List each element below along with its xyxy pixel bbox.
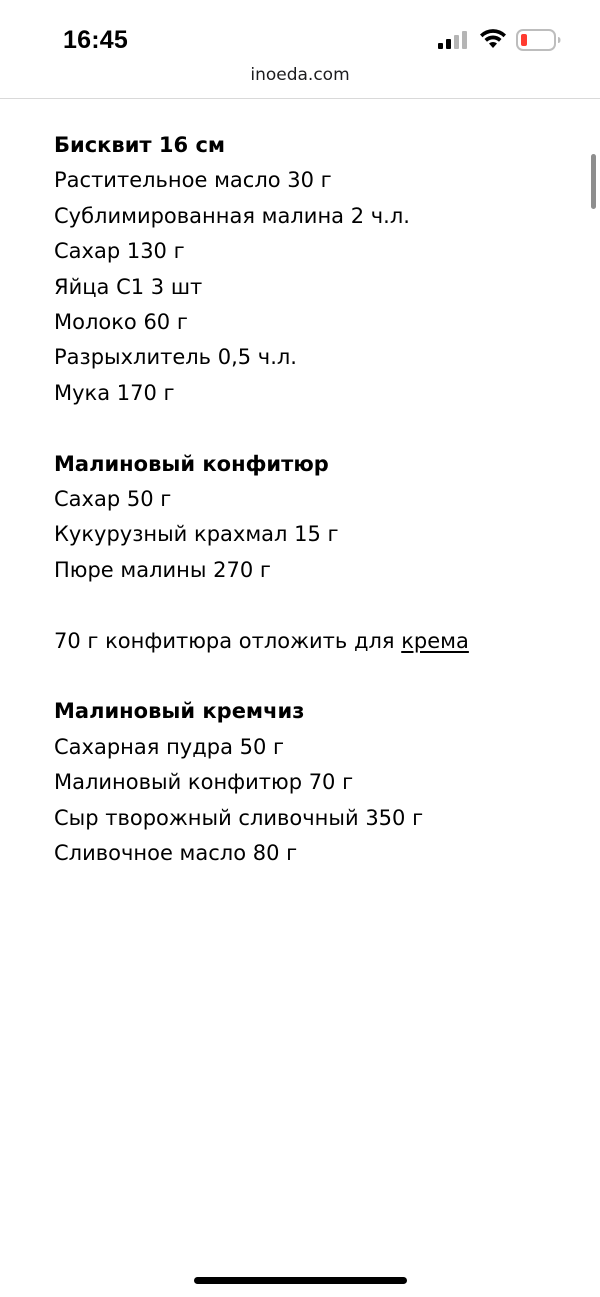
scrollbar-thumb[interactable]: [591, 154, 596, 209]
status-time: 16:45: [63, 26, 128, 54]
home-indicator[interactable]: [194, 1277, 407, 1284]
recipe-content: [54, 128, 574, 907]
url-text: inoeda.com: [250, 65, 350, 85]
ingredient-line: Сливочное масло 80 г: [54, 841, 298, 866]
ingredient-line: Сахар 130 г: [54, 239, 185, 264]
note-paragraph: [54, 624, 574, 659]
ingredient-line: Сыр творожный сливочный 350 г: [54, 805, 424, 830]
section-title: Малиновый кремчиз: [54, 699, 305, 724]
ingredient-line: Яйца С1 3 шт: [54, 274, 203, 299]
ingredient-line: Кукурузный крахмал 15 г: [54, 522, 339, 547]
ingredient-line: Молоко 60 г: [54, 310, 188, 335]
note-text: 70 г конфитюра отложить для: [54, 628, 402, 653]
section-sponge: [54, 128, 574, 411]
battery-low-icon: [516, 28, 562, 52]
header-divider: [0, 98, 600, 99]
wifi-icon: [479, 28, 507, 50]
section-title: Малиновый конфитюр: [54, 451, 329, 476]
ingredient-line: Сахар 50 г: [54, 487, 172, 512]
cream-link[interactable]: крема: [401, 628, 469, 653]
status-bar: [0, 0, 600, 62]
cellular-signal-icon: [438, 30, 468, 50]
ingredient-line: Разрыхлитель 0,5 ч.л.: [54, 345, 297, 370]
ingredient-line: Мука 170 г: [54, 380, 175, 405]
browser-url-bar[interactable]: [0, 62, 600, 98]
ingredient-line: Сахарная пудра 50 г: [54, 734, 285, 759]
ingredient-line: Растительное масло 30 г: [54, 168, 332, 193]
section-confiture: [54, 447, 574, 589]
section-cream-cheese: [54, 694, 574, 871]
ingredient-line: Сублимированная малина 2 ч.л.: [54, 203, 410, 228]
section-title: Бисквит 16 см: [54, 133, 226, 157]
ingredient-line: Малиновый конфитюр 70 г: [54, 770, 354, 795]
ingredient-line: Пюре малины 270 г: [54, 557, 271, 582]
